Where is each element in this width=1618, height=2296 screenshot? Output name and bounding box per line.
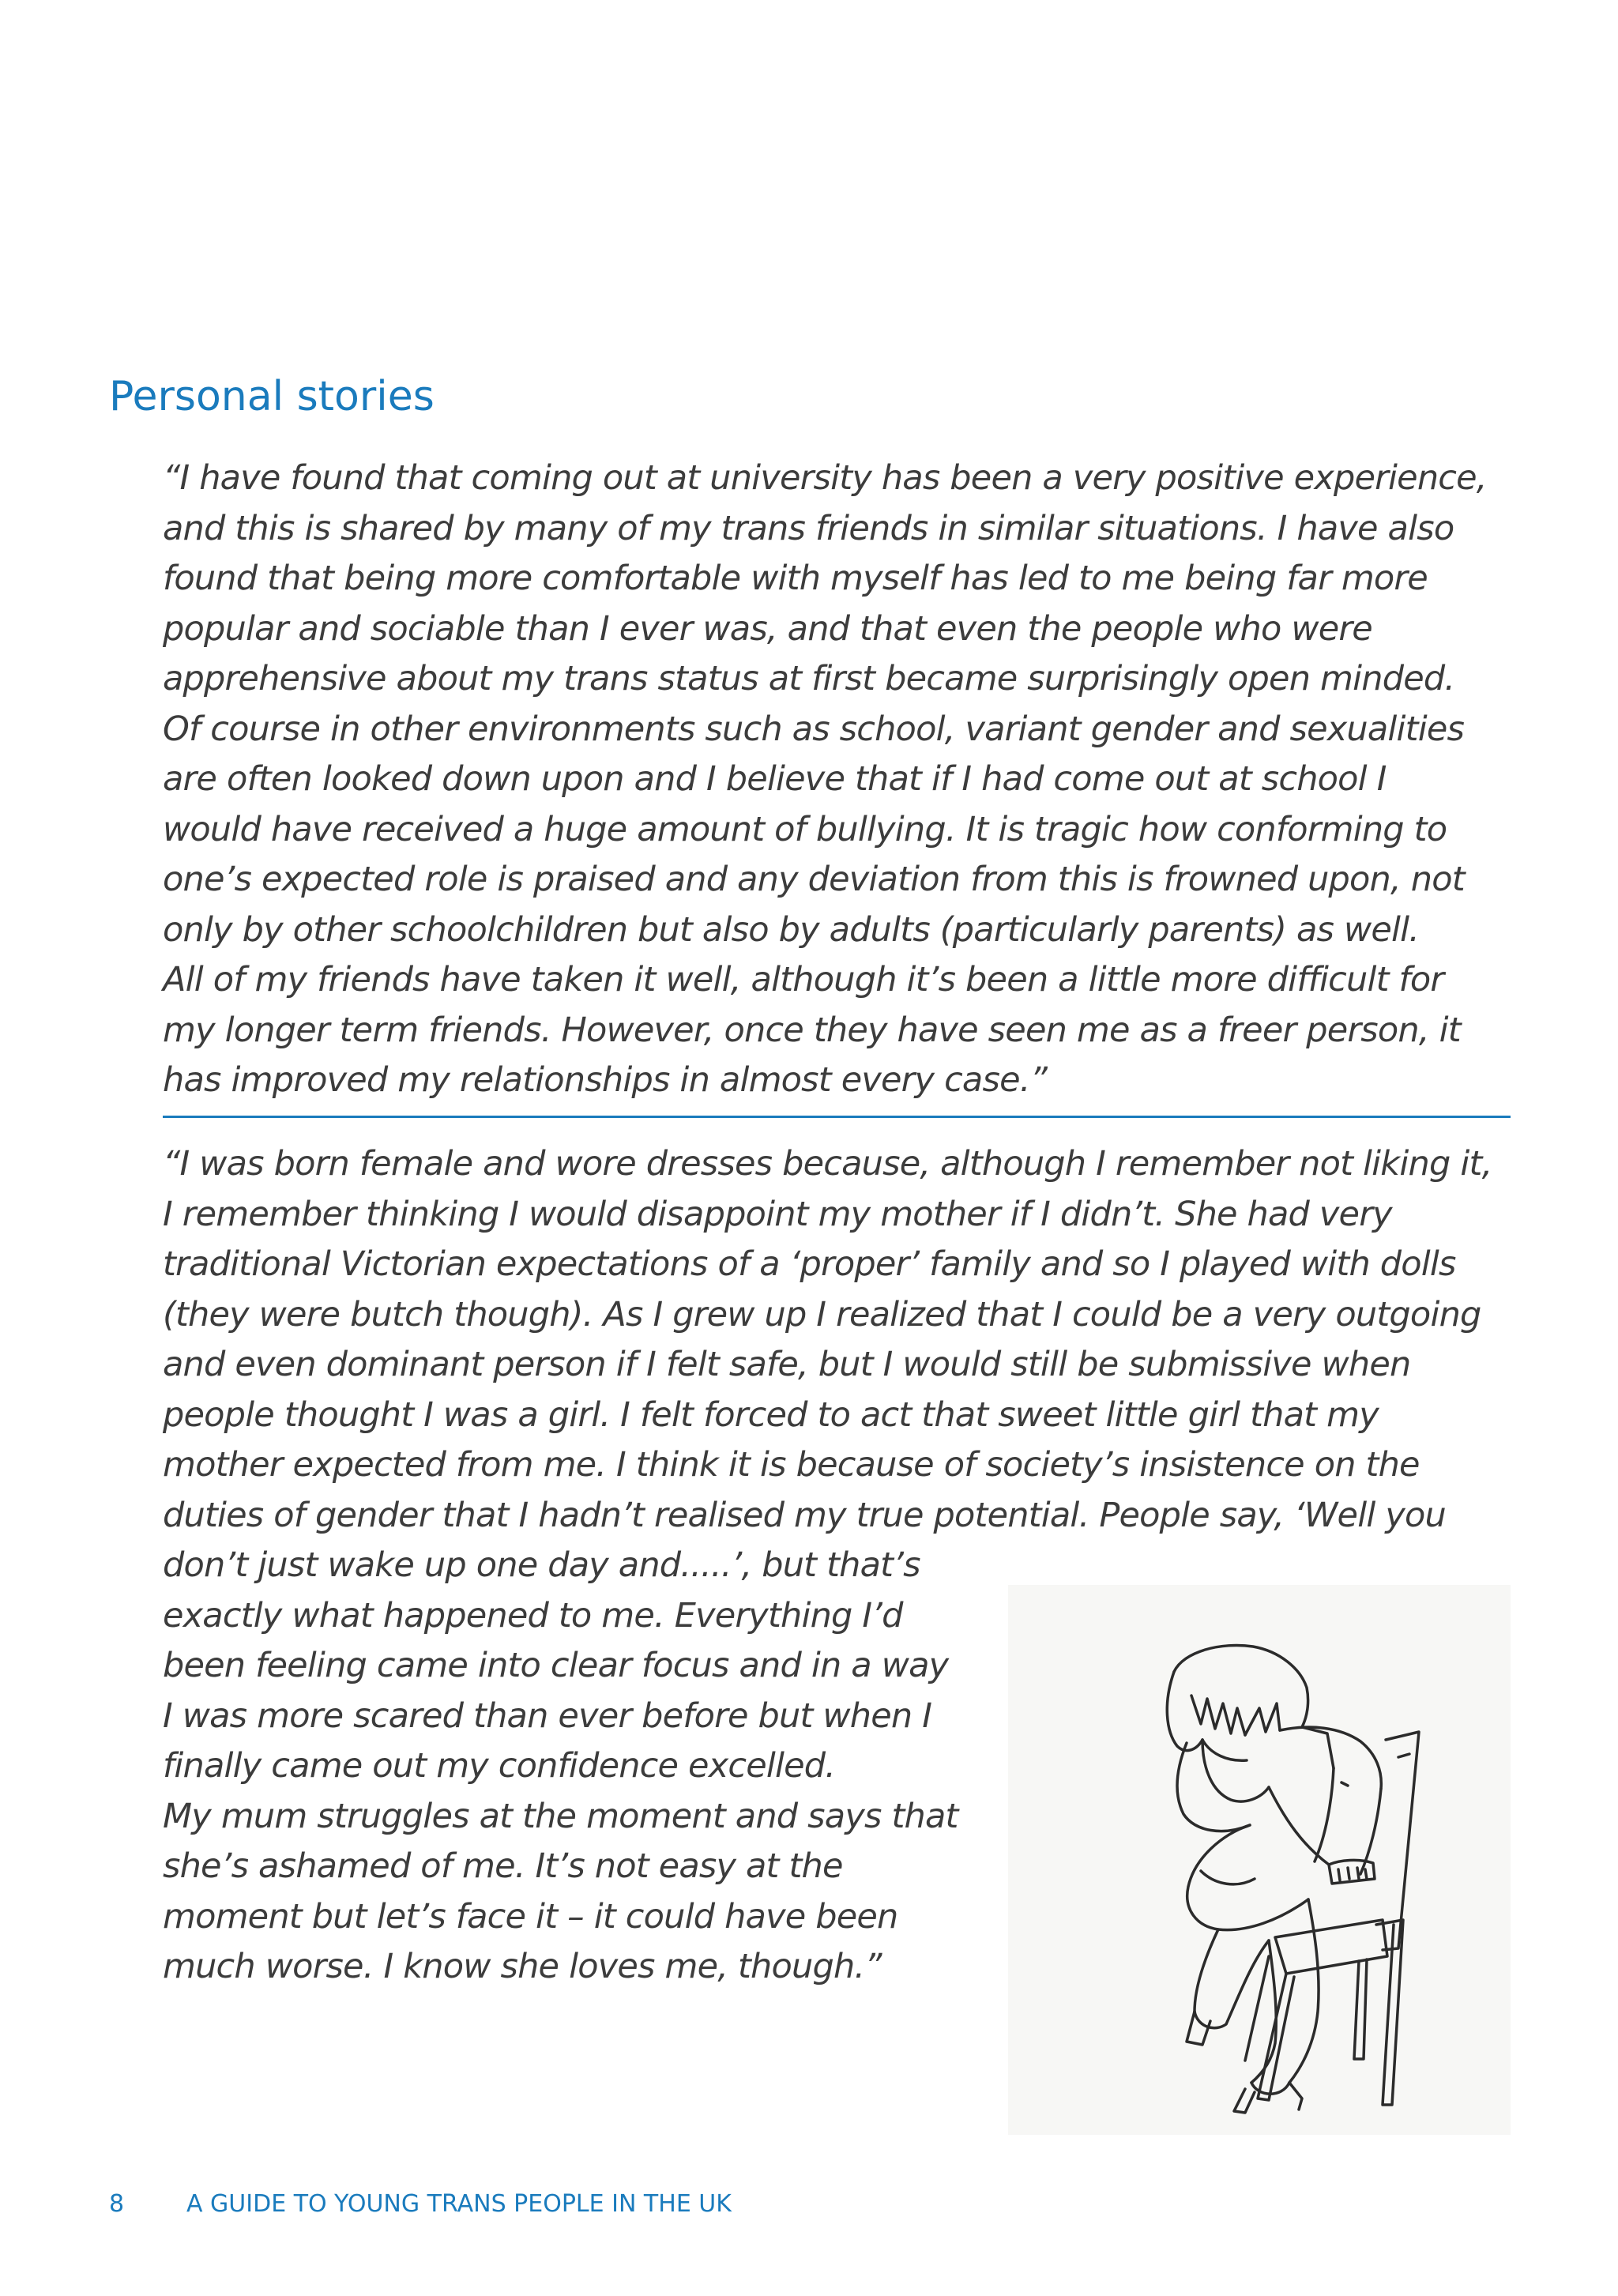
story-line: would have received a huge amount of bullying. It is tragic how conforming to — [163, 809, 1447, 849]
story-line: only by other schoolchildren but also by adults (particularly parents) as well. — [163, 909, 1420, 950]
story-line: I remember thinking I would disappoint my mother if I didn’t. She had very — [163, 1194, 1392, 1234]
story-line: mother expected from me. I think it is because of society’s insistence on the — [163, 1445, 1420, 1485]
footer-title: A GUIDE TO YOUNG TRANS PEOPLE IN THE UK — [186, 2190, 732, 2218]
story-line: popular and sociable than I ever was, and that even the people who were — [163, 608, 1372, 649]
story-line: I was more scared than ever before but when I — [163, 1696, 932, 1736]
story-line: people thought I was a girl. I felt forced to act that sweet little girl that my — [163, 1395, 1379, 1435]
story-line: All of my friends have taken it well, although it’s been a little more difficult for — [163, 960, 1444, 999]
story-line: and even dominant person if I felt safe, but I would still be submissive when — [163, 1345, 1411, 1384]
story-line: duties of gender that I hadn’t realised my true potential. People say, ‘Well you — [163, 1495, 1446, 1535]
story-line: one’s expected role is praised and any deviation from this is frowned upon, not — [163, 860, 1465, 899]
page-footer — [109, 2189, 732, 2220]
story-line: apprehensive about my trans status at first became surprisingly open minded. — [163, 659, 1455, 698]
story-line: “I have found that coming out at university has been a very positive experience, — [163, 458, 1487, 498]
story-line: Of course in other environments such as school, variant gender and sexualities — [163, 709, 1465, 749]
story-line: moment but let’s face it – it could have been — [163, 1896, 898, 1937]
story-divider — [163, 1116, 1511, 1118]
story-line: are often looked down upon and I believe that if I had come out at school I — [163, 759, 1387, 799]
story-line: (they were butch though). As I grew up I realized that I could be a very outgoing — [163, 1294, 1481, 1334]
story-line: she’s ashamed of me. It’s not easy at the — [163, 1846, 843, 1886]
story-line: traditional Victorian expectations of a ‘proper’ family and so I played with dolls — [163, 1244, 1456, 1284]
story-line: and this is shared by many of my trans friends in similar situations. I have also — [163, 508, 1454, 548]
figure-legs — [1187, 1787, 1329, 2113]
story-line: been feeling came into clear focus and in a way — [163, 1646, 949, 1685]
story-line: finally came out my confidence excelled. — [163, 1746, 836, 1786]
story-line: exactly what happened to me. Everything I’d — [163, 1595, 903, 1635]
story-line: my longer term friends. However, once they have seen me as a freer person, it — [163, 1010, 1461, 1050]
story-quote-1 — [163, 454, 1487, 1106]
story-line: has improved my relationships in almost every case.” — [163, 1060, 1048, 1100]
story-line: found that being more comfortable with myself has led to me being far more — [163, 559, 1428, 598]
story-line: My mum struggles at the moment and says that — [163, 1796, 958, 1836]
story-line: “I was born female and wore dresses because, although I remember not liking it, — [163, 1144, 1492, 1184]
page-number: 8 — [109, 2190, 125, 2218]
figure-head — [1167, 1645, 1308, 1760]
story-line: much worse. I know she loves me, though.” — [163, 1947, 882, 1986]
story-line: don’t just wake up one day and.....’, but that’s — [163, 1545, 920, 1585]
seated-figure-illustration — [1008, 1585, 1511, 2135]
section-heading: Personal stories — [109, 373, 435, 420]
